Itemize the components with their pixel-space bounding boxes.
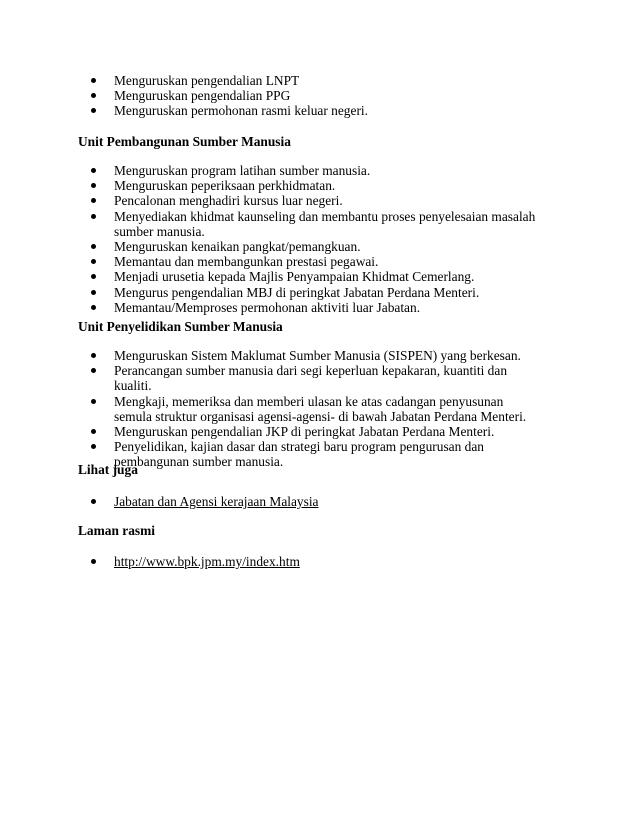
- list-item: Menguruskan permohonan rasmi keluar negeri.: [0, 103, 638, 118]
- list-item: Pencalonan menghadiri kursus luar negeri.: [0, 193, 638, 208]
- section-penyelidikan: [0, 319, 638, 335]
- section-pembangunan: [0, 134, 638, 150]
- bullet-icon: [91, 305, 96, 310]
- see-also-list-block: [0, 494, 638, 509]
- official-site-section: [0, 523, 638, 539]
- list-item: Menguruskan pengendalian JKP di peringkat Jabatan Perdana Menteri.: [0, 424, 638, 439]
- bullet-icon: [91, 259, 96, 264]
- section-heading: Unit Penyelidikan Sumber Manusia: [78, 319, 283, 334]
- intro-list: [0, 73, 638, 119]
- bullet-icon: [91, 274, 96, 279]
- official-site-link[interactable]: http://www.bpk.jpm.my/index.htm: [114, 554, 300, 569]
- list-item: Menyediakan khidmat kaunseling dan membantu proses penyelesaian masalah sumber manusia.: [0, 209, 638, 239]
- bullet-icon: [91, 429, 96, 434]
- list-item: Menguruskan Sistem Maklumat Sumber Manusia (SISPEN) yang berkesan.: [0, 348, 638, 363]
- bullet-icon: [91, 559, 96, 564]
- bullet-icon: [91, 499, 96, 504]
- bullet-icon: [91, 198, 96, 203]
- list-item: Menguruskan pengendalian LNPT: [0, 73, 638, 88]
- section-list: [0, 348, 638, 470]
- bullet-icon: [91, 444, 96, 449]
- bullet-icon: [91, 78, 96, 83]
- official-list-block: [0, 554, 638, 569]
- intro-list-block: [0, 73, 638, 119]
- list-item: Penyelidikan, kajian dasar dan strategi baru program pengurusan dan pembangunan sumber manusia.: [0, 439, 638, 469]
- bullet-icon: [91, 214, 96, 219]
- list-item: Menguruskan kenaikan pangkat/pemangkuan.: [0, 239, 638, 254]
- bullet-icon: [91, 183, 96, 188]
- section-list: [0, 163, 638, 315]
- list-item: Mengkaji, memeriksa dan memberi ulasan ke atas cadangan penyusunan semula struktur organisasi agensi-agensi- di bawah Jabatan Perdana Menteri.: [0, 394, 638, 424]
- bullet-icon: [91, 353, 96, 358]
- list-item: Memantau dan membangunkan prestasi pegawai.: [0, 254, 638, 269]
- list-item: Menguruskan peperiksaan perkhidmatan.: [0, 178, 638, 193]
- bullet-icon: [91, 290, 96, 295]
- bullet-icon: [91, 244, 96, 249]
- section-heading: Unit Pembangunan Sumber Manusia: [78, 134, 291, 149]
- section-heading: Laman rasmi: [78, 523, 155, 538]
- see-also-list: [0, 494, 638, 509]
- list-item: [0, 494, 638, 509]
- bullet-icon: [91, 368, 96, 373]
- see-also-link[interactable]: Jabatan dan Agensi kerajaan Malaysia: [114, 494, 319, 509]
- official-list: [0, 554, 638, 569]
- list-item: Menguruskan program latihan sumber manusia.: [0, 163, 638, 178]
- section-penyelidikan-list-block: [0, 348, 638, 470]
- list-item: Menjadi urusetia kepada Majlis Penyampaian Khidmat Cemerlang.: [0, 269, 638, 284]
- section-pembangunan-list-block: [0, 163, 638, 315]
- bullet-icon: [91, 108, 96, 113]
- bullet-icon: [91, 399, 96, 404]
- section-heading: Lihat juga: [78, 462, 138, 477]
- list-item: Memantau/Memproses permohonan aktiviti luar Jabatan.: [0, 300, 638, 315]
- bullet-icon: [91, 168, 96, 173]
- list-item: [0, 554, 638, 569]
- bullet-icon: [91, 93, 96, 98]
- list-item: Perancangan sumber manusia dari segi keperluan kepakaran, kuantiti dan kualiti.: [0, 363, 638, 393]
- list-item: Mengurus pengendalian MBJ di peringkat Jabatan Perdana Menteri.: [0, 285, 638, 300]
- list-item: Menguruskan pengendalian PPG: [0, 88, 638, 103]
- see-also-section: [0, 462, 638, 478]
